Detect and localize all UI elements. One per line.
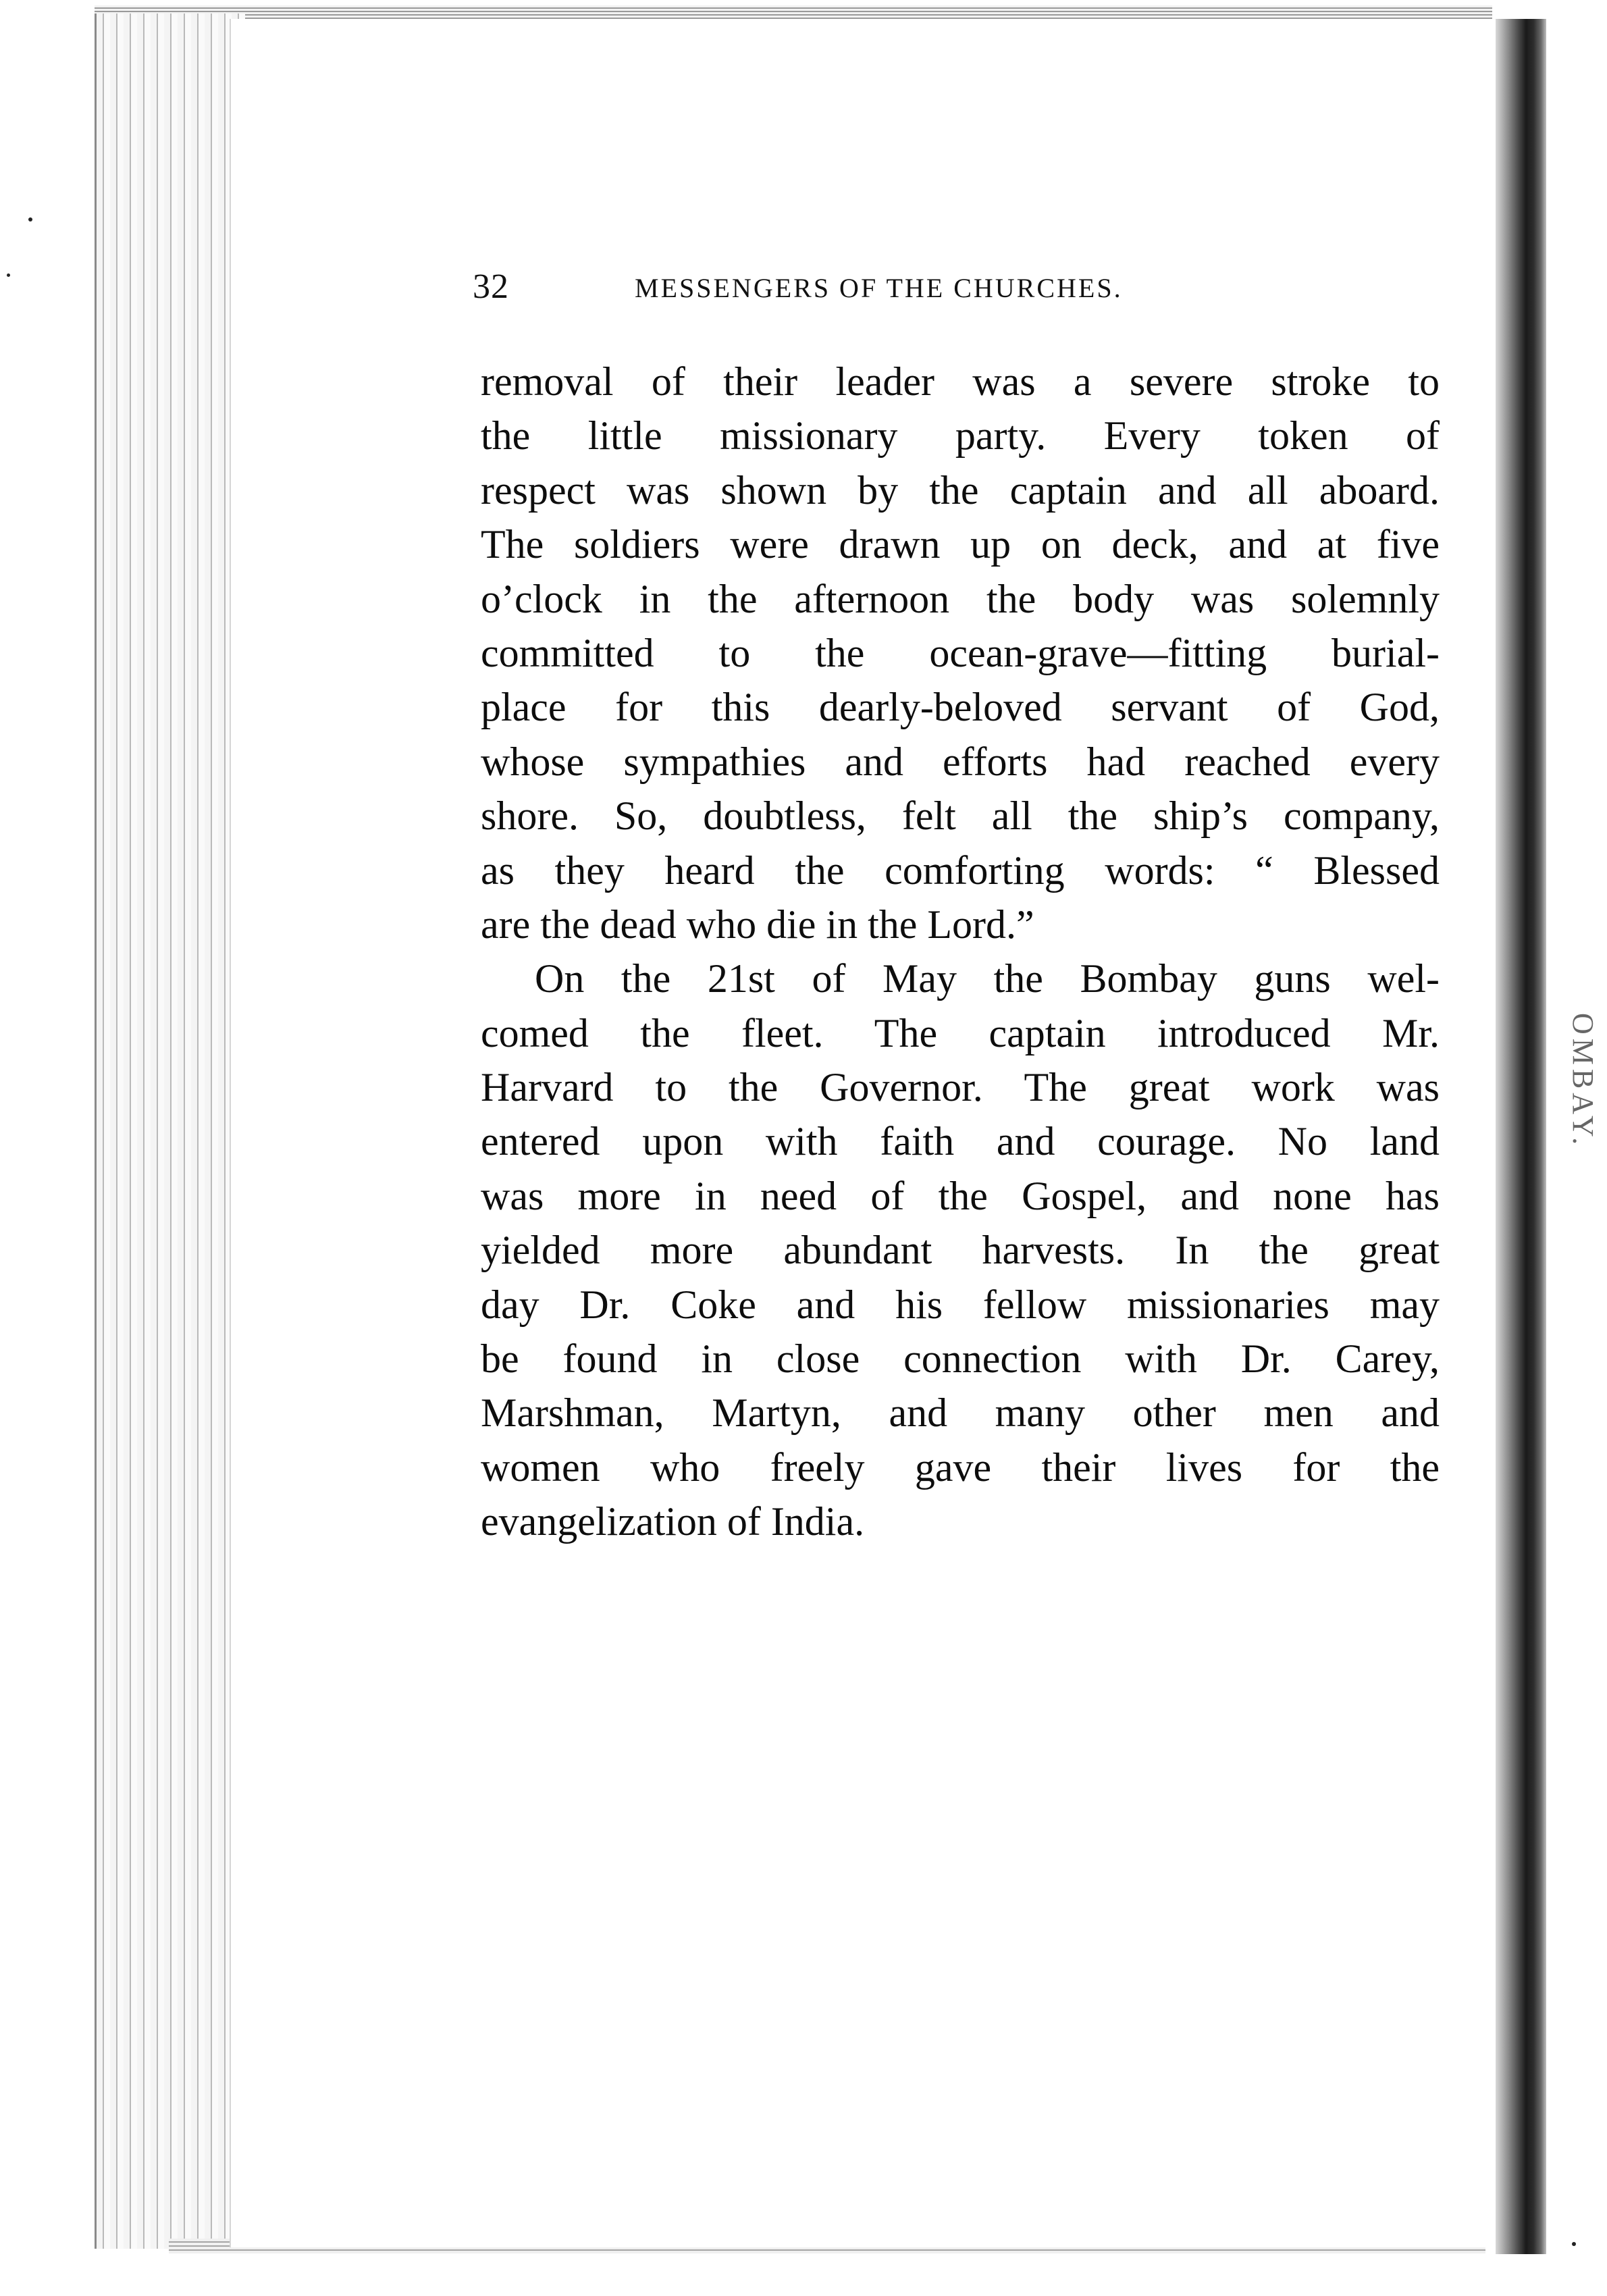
paragraph-1	[481, 355, 1440, 951]
text-line: yielded more abundant harvests. In the great	[481, 1228, 1440, 1273]
text-line: are the dead who die in the Lord.”	[481, 902, 1034, 947]
body-text	[481, 355, 1440, 1549]
text-line: as they heard the comforting words: “ Blessed	[481, 847, 1440, 893]
text-line: comed the fleet. The captain introduced Mr.	[481, 1010, 1440, 1055]
text-line: the little missionary party. Every token of	[481, 413, 1440, 459]
stacked-page-edges	[95, 14, 245, 2249]
facing-page-fragment: OMBAY.	[1566, 1013, 1600, 1149]
text-line: On the 21st of May the Bombay guns wel-	[535, 956, 1440, 1001]
text-line: committed to the ocean-grave—fitting burial-	[481, 630, 1440, 675]
text-line: o’clock in the afternoon the body was solemnly	[481, 576, 1440, 621]
scan-speck	[28, 217, 32, 221]
page-number: 32	[473, 267, 509, 306]
running-title: MESSENGERS OF THE CHURCHES.	[635, 273, 1123, 303]
page-gutter-shadow	[1496, 19, 1546, 2254]
text-line: Marshman, Martyn, and many other men and	[481, 1390, 1440, 1436]
text-line: whose sympathies and efforts had reached every	[481, 739, 1440, 784]
text-line: respect was shown by the captain and all aboard.	[481, 467, 1440, 513]
text-line: place for this dearly-beloved servant of God,	[481, 685, 1440, 730]
text-line: Harvard to the Governor. The great work was	[481, 1065, 1440, 1110]
scan-speck	[1572, 2242, 1576, 2246]
book-top-edge	[95, 5, 1492, 20]
text-line: entered upon with faith and courage. No land	[481, 1119, 1440, 1164]
text-line: removal of their leader was a severe stroke to	[481, 359, 1440, 404]
text-line: shore. So, doubtless, felt all the ship’s company,	[481, 793, 1440, 839]
scan-speck	[7, 273, 10, 277]
text-line: was more in need of the Gospel, and none has	[481, 1173, 1440, 1218]
text-line: The soldiers were drawn up on deck, and at five	[481, 522, 1440, 567]
paragraph-2	[481, 951, 1440, 1548]
text-line: day Dr. Coke and his fellow missionaries may	[481, 1282, 1440, 1327]
text-line: be found in close connection with Dr. Carey,	[481, 1336, 1440, 1382]
running-head	[473, 267, 1283, 314]
text-line: evangelization of India.	[481, 1499, 865, 1544]
text-line: women who freely gave their lives for the	[481, 1444, 1440, 1490]
